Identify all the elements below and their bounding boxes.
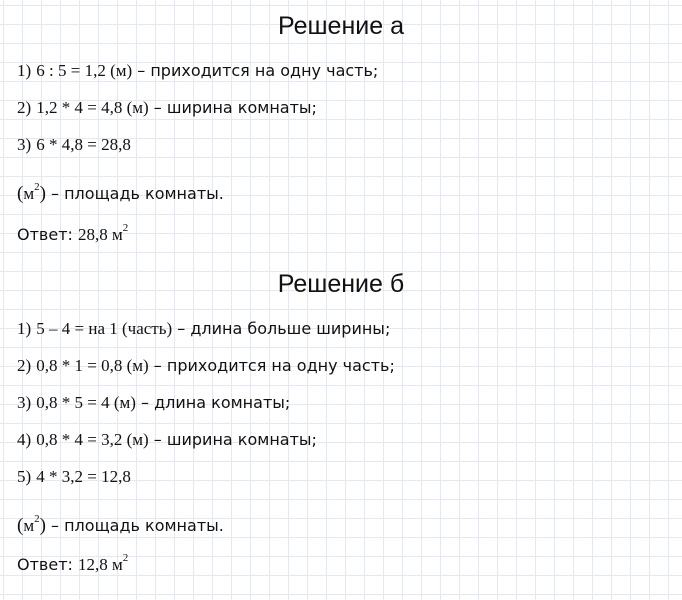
step-number: 4): [17, 430, 32, 449]
step-number: 5): [17, 467, 32, 486]
unit-exponent: 2: [34, 181, 40, 193]
step-expression: 0,8 * 4 = 3,2 (м): [36, 430, 149, 449]
solution-a-title: Решение а: [278, 12, 404, 40]
step-expression: 0,8 * 5 = 4 (м): [36, 393, 136, 412]
step-expression: 0,8 * 1 = 0,8 (м): [36, 356, 149, 375]
step-expression: 6 * 4,8 = 28,8: [36, 135, 131, 154]
solution-a-step-1: [17, 62, 378, 79]
solution-b-step-4: [17, 431, 317, 448]
answer-exponent: 2: [122, 552, 129, 564]
solution-b-step-1: [17, 320, 390, 337]
step-number: 3): [17, 393, 32, 412]
step-number: 2): [17, 98, 32, 117]
step-description: – ширина комнаты;: [148, 98, 317, 117]
unit-close-paren: ): [39, 515, 46, 536]
answer-value: 28,8 м: [77, 225, 123, 244]
step-number: 2): [17, 356, 32, 375]
solution-a-step-2: [17, 99, 317, 116]
unit-description: – площадь комнаты.: [45, 516, 224, 535]
solution-b-step-5: [17, 468, 131, 485]
step-expression: 4 * 3,2 = 12,8: [36, 467, 131, 486]
solution-a-answer: [17, 222, 129, 244]
unit-base: м: [23, 184, 35, 203]
unit-exponent: 2: [34, 513, 40, 525]
solution-b-answer: [17, 552, 129, 574]
unit-close-paren: ): [39, 183, 46, 204]
solution-a-unit-line: [17, 181, 224, 204]
unit-description: – площадь комнаты.: [45, 184, 224, 203]
step-expression: 5 – 4 = на 1 (часть): [36, 319, 173, 338]
solution-b-unit-line: [17, 513, 224, 536]
step-number: 1): [17, 319, 32, 338]
step-number: 1): [17, 61, 32, 80]
step-description: – приходится на одну часть;: [148, 356, 395, 375]
step-description: – приходится на одну часть;: [132, 61, 379, 80]
step-description: – длина комнаты;: [135, 393, 291, 412]
step-description: – ширина комнаты;: [148, 430, 317, 449]
answer-exponent: 2: [122, 222, 129, 234]
answer-label: Ответ:: [17, 555, 78, 574]
solution-a-step-3: [17, 136, 131, 153]
unit-base: м: [23, 516, 35, 535]
solution-b-step-3: [17, 394, 290, 411]
step-expression: 6 : 5 = 1,2 (м): [36, 61, 133, 80]
unit-open-paren: (: [17, 183, 24, 204]
step-expression: 1,2 * 4 = 4,8 (м): [36, 98, 149, 117]
step-description: – длина больше ширины;: [172, 319, 391, 338]
answer-label: Ответ:: [17, 225, 78, 244]
solution-b-step-2: [17, 357, 395, 374]
unit-open-paren: (: [17, 515, 24, 536]
step-number: 3): [17, 135, 32, 154]
solution-b-title: Решение б: [277, 270, 405, 298]
answer-value: 12,8 м: [77, 555, 123, 574]
